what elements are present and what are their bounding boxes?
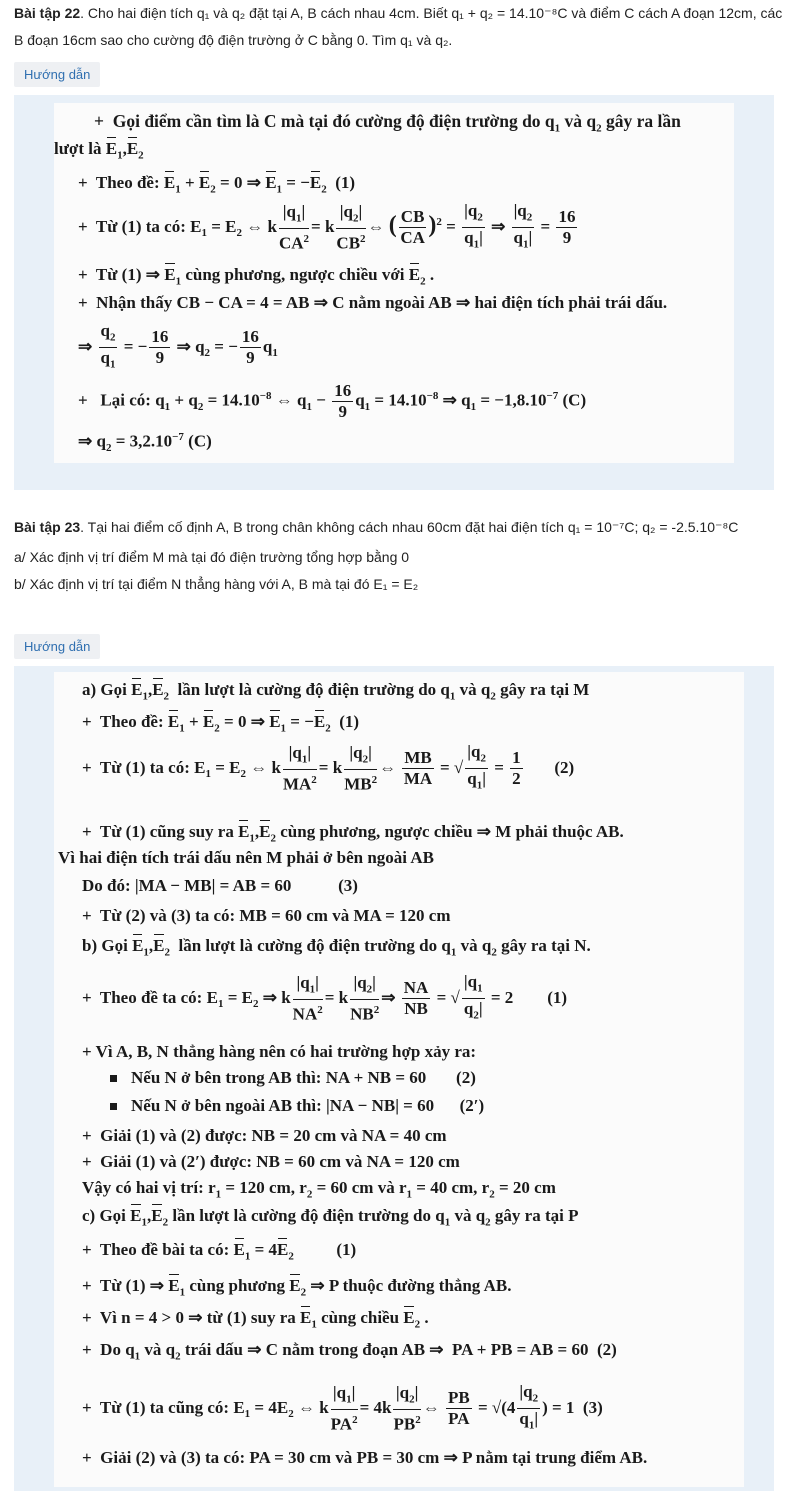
s23-line-16: c) Gọi $E_1,E_2$ lần lượt là cường độ điện trường do $q_1$ và $q_2$ gây ra tại P	[82, 1206, 579, 1229]
solution-22-box	[14, 95, 774, 490]
s23-line-22: + Giải (2) và (3) ta có: PA = 30 cm và PB = 30 cm ⇒ P nằm tại trung điểm AB.	[82, 1448, 648, 1467]
solution-23-box	[14, 666, 774, 1491]
s23-line-11: Nếu N ở bên trong AB thì: NA + NB = 60 (2)	[110, 1068, 476, 1088]
problem-23-line1	[14, 514, 786, 541]
s23-line-7: + Từ (2) và (3) ta có: MB = 60 cm và MA = 120 cm	[82, 906, 451, 925]
s23-line-15: Vậy có hai vị trí: $r_1 = 120$ cm, $r_2 = 60$ cm và $r_1 = 40$ cm, $r_2 = 20$ cm	[82, 1178, 556, 1201]
problem-22-label: Bài tập 22	[14, 5, 81, 21]
s22-line-4: + Từ (1) ta có: $E_1 = E_2$ ⇔ k $\frac{|q_1|}{CA^2}$ = k $\frac{|q_2|}{CB^2}$ ⇔ ( $\frac{CB}{CA}$ )$^2$ = $\frac{|q_2}{q_1|}$ ⇒ $\frac{|q_2}{q_1|}$ = $\frac{16}{9}$	[78, 201, 576, 253]
problem-23	[0, 514, 800, 598]
s23-line-3: + Từ (1) ta có: $E_1 = E_2$ ⇔ k $\frac{|q_1|}{MA^2}$ = k $\frac{|q_2|}{MB^2}$ ⇔ $\frac{MB}{MA}$ = √ $\frac{|q_2}{q_1|}$ = $\frac{1}{2}$ (2)	[82, 742, 575, 794]
s22-line-7: ⇒ $\frac{q_2}{q_1}$ = − $\frac{16}{9}$ ⇒ $q_2$ = − $\frac{16}{9}$ $q_1$	[78, 321, 278, 371]
s23-line-2: + Theo đề: $E_1 + E_2 = 0$ ⇒ $E_1 = -E_2$ (1)	[82, 712, 360, 735]
s23-line-19: + Vì n = 4 > 0 ⇒ từ (1) suy ra $E_1$ cùng chiều $E_2$ .	[82, 1308, 429, 1331]
s22-text	[0, 0, 1, 1]
bullet-icon	[110, 1075, 117, 1082]
s23-line-1: a) Gọi $E_1,E_2$ lần lượt là cường độ điện trường do $q_1$ và $q_2$ gây ra tại M	[82, 680, 590, 703]
s23-line-14: + Giải (1) và (2′) được: NB = 60 cm và NA = 120 cm	[82, 1152, 460, 1171]
solution-22-image	[54, 103, 734, 463]
s23-line-8: b) Gọi $E_1,E_2$ lần lượt là cường độ điện trường do $q_1$ và $q_2$ gây ra tại N.	[82, 936, 591, 959]
problem-22-text	[0, 0, 800, 54]
problem-23-b: b/ Xác định vị trí tại điểm N thẳng hàng với A, B mà tại đó E₁ = E₂	[14, 576, 419, 592]
guide-button-22[interactable]: Hướng dẫn	[14, 62, 100, 87]
solution-23-image	[54, 672, 744, 1487]
s23-line-18: + Từ (1) ⇒ $E_1$ cùng phương $E_2$ ⇒ P thuộc đường thẳng AB.	[82, 1276, 512, 1299]
s23-line-17: + Theo đề bài ta có: $E_1 = 4E_2$ (1)	[82, 1240, 357, 1263]
s22-line-5: + Từ (1) ⇒ $E_1$ cùng phương, ngược chiều với $E_2$ .	[78, 265, 435, 288]
s23-line-13: + Giải (1) và (2) được: NB = 20 cm và NA = 40 cm	[82, 1126, 447, 1145]
problem-23-label: Bài tập 23	[14, 519, 81, 535]
bullet-icon	[110, 1103, 117, 1110]
s23-line-12: Nếu N ở bên ngoài AB thì: |NA − NB| = 60 (2′)	[110, 1096, 484, 1116]
problem-23-a: a/ Xác định vị trí điểm M mà tại đó điện trường tổng hợp bằng 0	[14, 549, 410, 565]
s22-line-9: ⇒ $q_2 = 3,2.10^{-7}$ (C)	[78, 431, 212, 455]
problem-22-body: . Cho hai điện tích q₁ và q₂ đặt tại A, B cách nhau 4cm. Biết q₁ + q₂ = 14.10⁻⁸C và điểm C cách A đoạn 12cm, các B đoạn 16cm sao cho cường độ điện trường ở C bằng 0. Tìm q₁ và q₂.	[14, 5, 783, 48]
s23-line-6: Do đó: |MA − MB| = AB = 60 (3)	[82, 876, 358, 895]
s22-line-1: + Gọi điểm cần tìm là C mà tại đó cường độ điện trường do $q_1$ và $q_2$ gây ra lần	[94, 111, 681, 135]
s22-line-8: + Lại có: $q_1 + q_2 = 14.10^{-8}$ ⇔ $q_1$ − $\frac{16}{9}$ $q_1 = 14.10^{-8}$ ⇒ $q_1 = -1,8.10^{-7}$ (C)	[78, 381, 587, 421]
problem-23-body: . Tại hai điểm cố định A, B trong chân không cách nhau 60cm đặt hai điện tích q₁ = 10⁻⁷C; q₂ = -2.5.10⁻⁸C	[80, 519, 739, 535]
s23-line-9: + Theo đề ta có: $E_1 = E_2$ ⇒ k $\frac{|q_1|}{NA^2}$ = k $\frac{|q_2|}{NB^2}$ ⇒ $\frac{NA}{NB}$ = √ $\frac{|q_1}{q_2|}$ = 2 (1)	[82, 972, 568, 1024]
s23-line-5: Vì hai điện tích trái dấu nên M phải ở bên ngoài AB	[58, 848, 434, 867]
s22-line-6: + Nhận thấy CB − CA = 4 = AB ⇒ C nằm ngoài AB ⇒ hai điện tích phải trái dấu.	[78, 293, 668, 312]
s22-line-2: lượt là $E_1,E_2$	[54, 139, 144, 162]
s23-line-20: + Do $q_1$ và $q_2$ trái dấu ⇒ C nằm trong đoạn AB ⇒ PA + PB = AB = 60 (2)	[82, 1340, 617, 1363]
guide-button-23[interactable]: Hướng dẫn	[14, 634, 100, 659]
s23-line-21: + Từ (1) ta cũng có: $E_1 = 4E_2$ ⇔ k $\frac{|q_1|}{PA^2}$ = 4k $\frac{|q_2|}{PB^2}$ ⇔ $\frac{PB}{PA}$ = √(4 $\frac{|q_2}{q_1|}$ ) = 1 (3)	[82, 1382, 603, 1434]
problem-22	[0, 0, 800, 54]
s23-line-4: + Từ (1) cũng suy ra $E_1,E_2$ cùng phương, ngược chiều ⇒ M phải thuộc AB.	[82, 822, 624, 845]
s22-line-3: + Theo đề: $E_1 + E_2 = 0$ ⇒ $E_1 = -E_2$ (1)	[78, 173, 356, 196]
s23-line-10: + Vì A, B, N thẳng hàng nên có hai trường hợp xảy ra:	[82, 1042, 477, 1061]
